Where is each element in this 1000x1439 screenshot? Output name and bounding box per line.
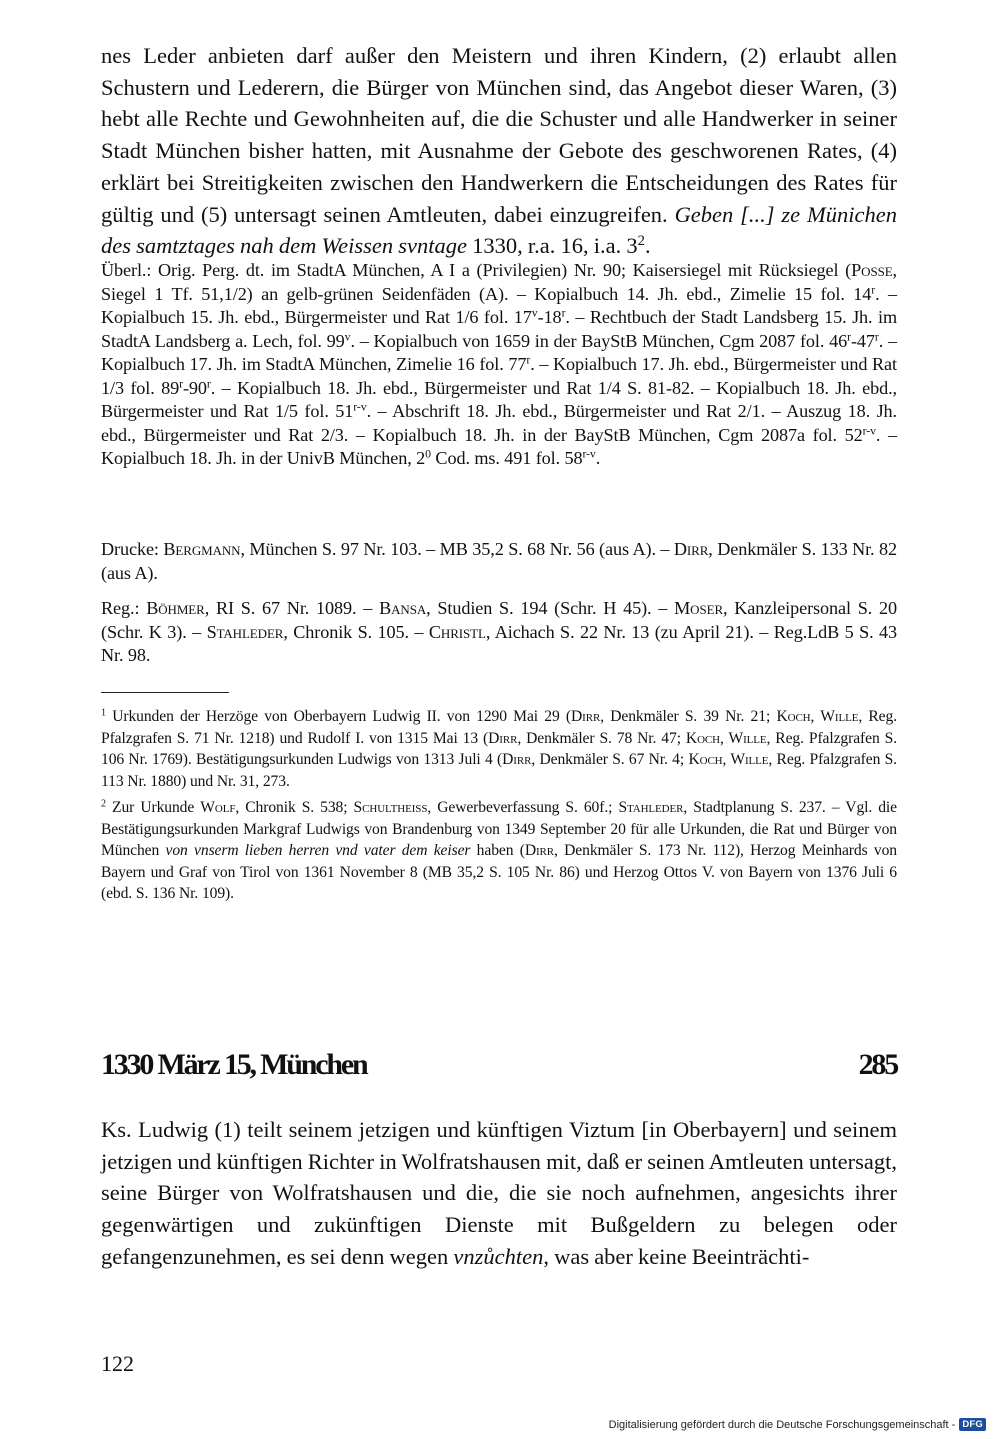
footnote-ref-2[interactable]: 2 [637,233,645,250]
footnote-marker: 2 [101,798,106,810]
drucke-paragraph: Drucke: Bergmann, München S. 97 Nr. 103. – MB 35,2 S. 68 Nr. 56 (aus A). – Dirr, Denkmäler S. 133 Nr. 82 (aus A). [101,539,897,583]
regesten-paragraph: Reg.: Böhmer, RI S. 67 Nr. 1089. – Bansa, Studien S. 194 (Schr. H 45). – Moser, Kanzleipersonal S. 20 (Schr. K 3). – Stahleder, Chronik S. 105. – Christl, Aichach S. 22 Nr. 13 (zu April 21). – Reg.LdB 5 S. 43 Nr. 98. [101,598,897,665]
continued-regest-paragraph: nes Leder anbieten darf außer den Meistern und ihren Kindern, (2) erlaubt allen Schustern und Lederern, die Bürger von München sind, das Angebot dieser Waren, (3) hebt alle Rechte und Gewohnheiten auf, die die Schuster und alle Handwerker in seiner Stadt München bisher hatten, mit Ausnahme der Gebote des geschworenen Rates, (4) erklärt bei Streitigkeiten zwischen den Handwerkern die Entscheidungen des Rates für gültig und (5) untersagt seinen Amtleuten, dabei einzugreifen. Geben [...] ze Münichen des samtztages nah dem Weissen svntage 1330, r.a. 16, i.a. $3^2$. [101,43,897,259]
document-date-place: 1330 März 15, München [101,1048,367,1081]
footer-text: Digitalisierung gefördert durch die Deutsche Forschungsgemeinschaft - [608,1418,956,1431]
footnote-divider [101,692,229,693]
regest-text: nes Leder anbieten darf außer den Meistern und ihren Kindern, (2) erlaubt allen Schustern und Lederern, die Bürger von München sind, das Angebot dieser Waren, (3) hebt alle Rechte und Gewohnheiten auf, die die Schuster und alle Handwerker in seiner Stadt München bisher hatten, mit Ausnahme der Gebote des geschworenen Rates, (4) erklärt bei Streitigkeiten zwischen den Handwerkern die Entscheidungen des Rates für gültig und (5) untersagt seinen Amtleuten, dabei einzugreifen. [101,43,897,227]
dating-text: 1330, r.a. 16, i.a. 3 [467,233,638,259]
dfg-logo-icon: DFG [959,1418,986,1431]
dating-quote: Geben [...] ze Münichen des samtztages nah dem Weissen svntage [101,201,897,259]
page-number: 122 [101,1351,134,1376]
footnote-1: $^1$ Urkunden der Herzöge von Oberbayern Ludwig II. von 1290 Mai 29 (Dirr, Denkmäler S. 39 Nr. 21; Koch, Wille, Reg. Pfalzgrafen S. 71 Nr. 1218) und Rudolf I. von 1315 Mai 13 (Dirr, Denkmäler S. 78 Nr. 47; Koch, Wille, Reg. Pfalzgrafen S. 106 Nr. 1769). Bestätigungsurkunden Ludwigs von 1313 Juli 4 (Dirr, Denkmäler S. 67 Nr. 4; Koch, Wille, Reg. Pfalzgrafen S. 113 Nr. 1880) und Nr. 31, 273. [101,707,897,790]
footnote-2: $^2$ Zur Urkunde Wolf, Chronik S. 538; Schultheiss, Gewerbeverfassung S. 60f.; Stahleder, Stadtplanung S. 237. – Vgl. die Bestätigungsurkunden Markgraf Ludwigs von Brandenburg von 1349 September 20 für alle Urkunden, die Rat und Bürger von München von vnserm lieben herren vnd vater dem keiser haben (Dirr, Denkmäler S. 173 Nr. 112), Herzog Meinhards von Bayern und Graf von Tirol von 1361 November 8 (MB 35,2 S. 105 Nr. 86) und Herzog Ottos V. von Bayern von 1376 Juli 6 (ebd. S. 136 Nr. 109). [101,798,897,903]
digitization-footer [609,1418,986,1431]
ueberlieferung-paragraph: Überl.: Orig. Perg. dt. im StadtA München, A I a (Privilegien) Nr. 90; Kaisersiegel mit Rücksiegel (Posse, Siegel 1 Tf. 51,1/2) an gelb-grünen Seidenfäden (A). – Kopialbuch 14. Jh. ebd., Zimelie 15 fol. 14$^r$. – Kopialbuch 15. Jh. ebd., Bürgermeister und Rat 1/6 fol. 17$^v$-18$^r$. – Rechtbuch der Stadt Landsberg 15. Jh. im StadtA Landsberg a. Lech, fol. 99$^v$. – Kopialbuch von 1659 in der BayStB München, Cgm 2087 fol. 46$^r$-47$^r$. – Kopialbuch 17. Jh. im StadtA München, Zimelie 16 fol. 77$^r$. – Kopialbuch 17. Jh. ebd., Bürgermeister und Rat 1/3 fol. 89$^r$-90$^r$. – Kopialbuch 18. Jh. ebd., Bürgermeister und Rat 1/4 S. 81-82. – Kopialbuch 18. Jh. ebd., Bürgermeister und Rat 1/5 fol. 51$^{r-v}$. – Abschrift 18. Jh. ebd., Bürgermeister und Rat 2/1. – Auszug 18. Jh. ebd., Bürgermeister und Rat 2/3. – Kopialbuch 18. Jh. in der BayStB München, Cgm 2087a fol. 52$^{r-v}$. – Kopialbuch 18. Jh. in der UnivB München, $2^0$ Cod. ms. 491 fol. 58$^{r-v}$. [101,260,898,468]
document-heading [101,1048,897,1082]
footnote-marker: 1 [101,707,106,719]
document-regest: Ks. Ludwig (1) teilt seinem jetzigen und künftigen Viztum [in Oberbayern] und seinem jetzigen und künftigen Richter in Wolfratshausen mit, daß er seinen Amtleuten untersagt, seine Bürger von Wolfratshausen und die, die sie noch aufnehmen, angesichts ihrer gegenwärtigen und zukünftigen Dienste mit Bußgeldern zu belegen oder gefangenzunehmen, es sei denn wegen vnzůchten, was aber keine Beeinträchti- [101,1117,897,1269]
document-number: 285 [858,1048,897,1081]
